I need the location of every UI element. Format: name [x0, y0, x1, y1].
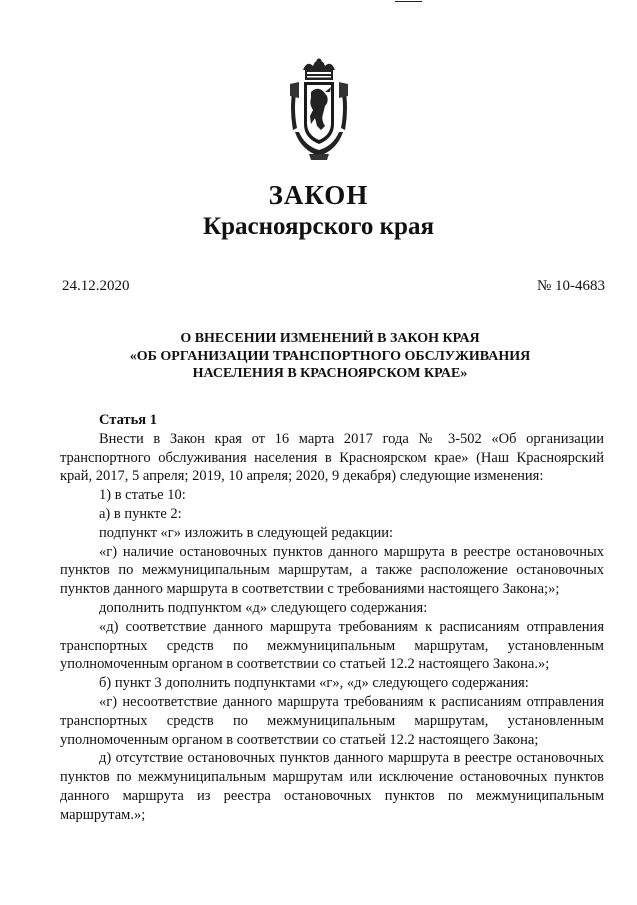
- heading-line: «ОБ ОРГАНИЗАЦИИ ТРАНСПОРТНОГО ОБСЛУЖИВАНИЯ: [129, 348, 531, 364]
- document-subtitle: Красноярского края: [203, 213, 434, 240]
- article-title: Статья 1: [99, 412, 157, 428]
- document-title: ЗАКОН: [268, 180, 369, 210]
- paragraph: 1) в статье 10:: [99, 487, 186, 504]
- paragraph: «д) соответствие данного маршрута требованиям к расписаниям отправления транспортных средств по межмуниципальным маршрутам, установленным уполномоченным органом в соответствии со статьей 12.2 настоящего Закона.»;: [60, 618, 604, 673]
- paragraph: д) отсутствие остановочных пунктов данного маршрута в реестре остановочных пунктов по межмуниципальным маршрутам или исключение остановочных пунктов данного маршрута из реестра остановочных пунктов по межмуниципальным маршрутам.»;: [60, 750, 604, 823]
- paragraph: а) в пункте 2:: [99, 505, 182, 522]
- paragraph: Внести в Закон края от 16 марта 2017 года № 3-502 «Об организации транспортного обслуживания населения в Красноярском крае» (Наш Красноярский край, 2017, 5 апреля; 2019, 10 апреля; 2020, 9 декабря) следующие изменения:: [60, 430, 604, 485]
- article-body: [60, 411, 604, 825]
- paragraph: «г) несоответствие данного маршрута требованиям к расписаниям отправления транспортных средств по межмуниципальным маршрутам, установленным уполномоченным органом в соответствии со статьей 12.2 настоящего Закона;: [60, 693, 604, 748]
- paragraph: дополнить подпунктом «д» следующего содержания:: [99, 599, 428, 616]
- paragraph: «г) наличие остановочных пунктов данного маршрута в реестре остановочных пунктов по межмуниципальным маршрутам, а также расположение остановочных пунктов данного маршрута в соответствии с требованиями настоящего Закона;»;: [60, 543, 604, 598]
- heading-line: НАСЕЛЕНИЯ В КРАСНОЯРСКОМ КРАЕ»: [192, 366, 468, 381]
- paragraph: б) пункт 3 дополнить подпунктами «г», «д» следующего содержания:: [99, 675, 529, 692]
- document-date: 24.12.2020: [62, 278, 130, 294]
- document-number: № 10-4683: [536, 278, 605, 294]
- top-rule: [395, 1, 422, 2]
- heading-line: О ВНЕСЕНИИ ИЗМЕНЕНИЙ В ЗАКОН КРАЯ: [180, 331, 480, 346]
- coat-of-arms-icon: [287, 58, 351, 162]
- paragraph: подпункт «г» изложить в следующей редакции:: [99, 524, 394, 541]
- law-heading: [60, 330, 600, 383]
